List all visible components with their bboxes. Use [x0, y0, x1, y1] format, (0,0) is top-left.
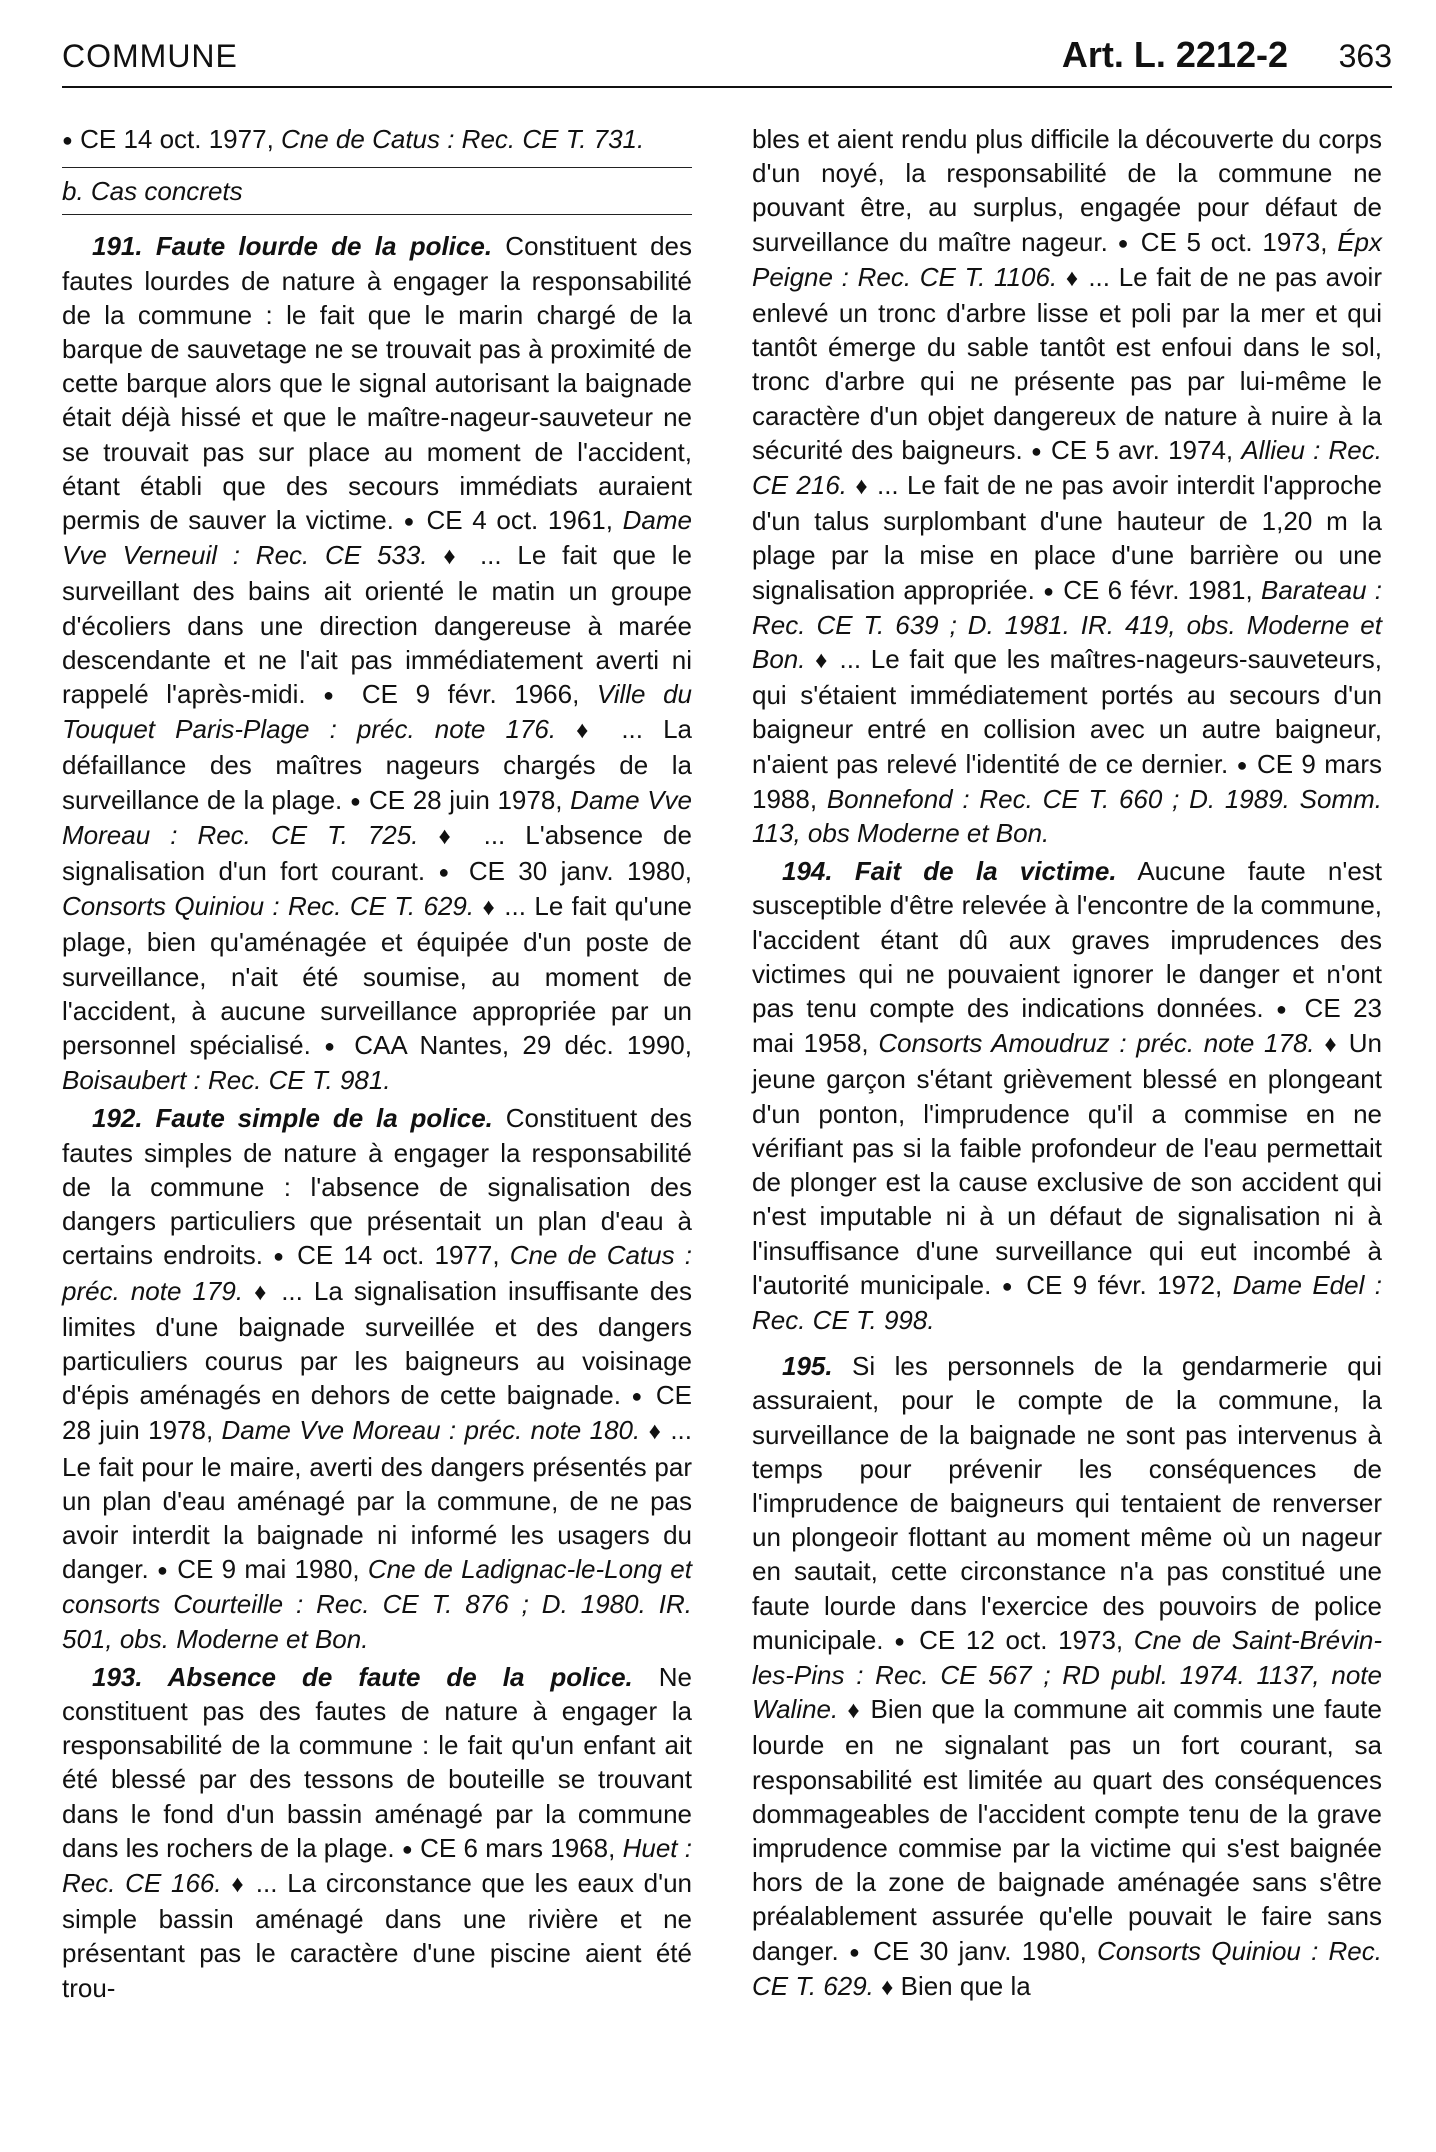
bullet-icon: ● — [349, 790, 362, 811]
right-column — [752, 122, 1382, 2009]
page-number: 363 — [1338, 38, 1392, 74]
bullet-icon: ● — [1117, 232, 1131, 253]
bullet-icon: ● — [631, 1386, 646, 1407]
diamond-icon: ♦ — [438, 822, 464, 850]
paragraph-195: 195. Si les personnels de la gendarmerie qui assuraient, pour le compte de la commune, la surveillance de la baignade ne sont pas intervenus à temps pour prévenir les conséquences de l'imprudence de baigneurs qui tentaient de renverser un plongeoir flottant au moment même où un nageur en sautait, cette circonstance n'a pas constitué une faute lourde dans l'exercice des pouvoirs de police municipale. ● CE 12 oct. 1973, Cne de Saint-Brévin-les-Pins : Rec. CE 567 ; RD publ. 1974. 1137, note Waline. ♦ Bien que la commune ait commis une faute lourde en ne signalant pas un fort courant, sa responsabilité est limitée au quart des conséquences dommageables de l'accident compte tenu de la grave imprudence commise par la victime qui s'est baignée hors de la zone de baignade aménagée sans s'être préalablement assurée qu'elle pouvait le faire sans danger. ● CE 30 janv. 1980, Consorts Quiniou : Rec. CE T. 629. ♦ Bien que la — [752, 1351, 1383, 2001]
diamond-icon: ♦ — [855, 473, 869, 501]
bullet-icon: ● — [62, 130, 73, 150]
diamond-icon: ♦ — [254, 1278, 271, 1306]
diamond-icon: ♦ — [648, 1418, 662, 1446]
bullet-icon: ● — [894, 1630, 909, 1651]
diamond-icon: ♦ — [482, 894, 496, 922]
bullet-icon: ● — [1236, 754, 1249, 775]
paragraph-heading: 194. Fait de la victime. — [782, 856, 1117, 887]
header-rule — [62, 86, 1392, 88]
bullet-icon: ● — [273, 1246, 287, 1267]
bullet-icon: ● — [1276, 999, 1293, 1020]
bullet-icon: ● — [157, 1560, 169, 1581]
page-header — [62, 30, 1392, 80]
bullet-icon: ● — [1001, 1275, 1016, 1296]
diamond-icon: ♦ — [1065, 264, 1080, 292]
article-reference: Art. L. 2212-2 — [1061, 34, 1288, 75]
diamond-icon: ♦ — [815, 647, 830, 675]
bullet-icon: ● — [848, 1941, 863, 1962]
bullet-icon: ● — [403, 511, 417, 532]
bullet-icon: ● — [1043, 580, 1055, 601]
diamond-icon: ♦ — [443, 543, 465, 571]
bullet-icon: ● — [1030, 440, 1043, 461]
paragraph-192: 192. Faute simple de la police. Constituent des fautes simples de nature à engager la responsabilité de la commune : l'absence de signalisation des dangers particuliers que présentait un plan d'eau à certains endroits. ● CE 14 oct. 1977, Cne de Catus : préc. note 179. ♦ ... La signalisation insuffisante des limites d'une baignade surveillée et des dangers particuliers courus par les baigneurs au voisinage d'épis aménagés en dehors de cette baignade. ● CE 28 juin 1978, Dame Vve Moreau : préc. note 180. ♦ ... Le fait pour le maire, averti des dangers présentés par un plan d'eau aménagé par la commune, de ne pas avoir interdit la baignade ni informé les usagers du danger. ● CE 9 mai 1980, Cne de Ladignac-le-Long et consorts Courteille : Rec. CE T. 876 ; D. 1980. IR. 501, obs. Moderne et Bon. — [62, 1103, 693, 1654]
paragraph-heading: 191. Faute lourde de la police. — [92, 231, 493, 262]
paragraph-heading: 192. Faute simple de la police. — [92, 1103, 493, 1134]
intro-citation: ● CE 14 oct. 1977, Cne de Catus : Rec. CE T. 731. — [62, 124, 645, 154]
diamond-icon: ♦ — [231, 1870, 247, 1898]
bullet-icon: ● — [438, 862, 456, 883]
paragraph-193-continued: bles et aient rendu plus difficile la découverte du corps d'un noyé, la responsabilité de la commune ne pouvant être, au surplus, engagée pour défaut de surveillance du maître nageur. ● CE 5 oct. 1973, Épx Peigne : Rec. CE T. 1106. ♦ ... Le fait de ne pas avoir enlevé un tronc d'arbre lisse et poli par la mer et qui tantôt émerge du sable tantôt est enfoui dans le sol, tronc d'arbre qui ne présente pas par lui-même le caractère d'un objet dangereux de nature à nuire à la sécurité des baigneurs. ● CE 5 avr. 1974, Allieu : Rec. CE 216. ♦ ... Le fait de ne pas avoir interdit l'approche d'un talus surplombant d'une hauteur de 1,20 m la plage par la mise en place d'une barrière ou une signalisation appropriée. ● CE 6 févr. 1981, Barateau : Rec. CE T. 639 ; D. 1981. IR. 419, obs. Moderne et Bon. ♦ ... Le fait que les maîtres-nageurs-sauveteurs, qui s'étaient immédiatement portés au secours d'un baigneur entré en collision avec un autre baigneur, n'aient pas relevé l'identité de ce dernier. ● CE 9 mars 1988, Bonnefond : Rec. CE T. 660 ; D. 1989. Somm. 113, obs Moderne et Bon. — [752, 124, 1382, 849]
left-column — [62, 122, 692, 2009]
section-subheading: b. Cas concrets — [62, 176, 243, 207]
bullet-icon: ● — [401, 1838, 413, 1859]
bullet-icon: ● — [323, 685, 345, 706]
paragraph-194: 194. Fait de la victime. Aucune faute n'est susceptible d'être relevée à l'encontre de la commune, l'accident étant dû aux graves imprudences des victimes qui ne pouvaient ignorer le danger et n'ont pas tenu compte des indications données. ● CE 23 mai 1958, Consorts Amoudruz : préc. note 178. ♦ Un jeune garçon s'étant grièvement blessé en plongeant d'un ponton, l'imprudence qu'il a commise en ne vérifiant pas si la faible profondeur de l'eau permettait de plonger est la cause exclusive de son accident qui n'est imputable ni à un défaut de signalisation ni à l'insuffisance d'une surveillance qui eut incombé à l'autorité municipale. ● CE 9 févr. 1972, Dame Edel : Rec. CE T. 998. — [752, 856, 1383, 1335]
section-rule — [62, 214, 692, 215]
diamond-icon: ♦ — [1324, 1031, 1340, 1059]
paragraph-193: 193. Absence de faute de la police. Ne constituent pas des fautes de nature à engager la responsabilité de la commune : le fait qu'un enfant ait été blessé par des tessons de bouteille se trouvant dans le fond d'un bassin aménagé par la commune dans les rochers de la plage. ● CE 6 mars 1968, Huet : Rec. CE 166. ♦ ... La circonstance que les eaux d'un simple bassin aménagé dans une rivière et ne présentant pas le caractère d'une piscine aient été trou- — [62, 1661, 693, 2003]
diamond-icon: ♦ — [847, 1697, 862, 1725]
bullet-icon: ● — [324, 1036, 341, 1057]
paragraph-heading: 195. — [782, 1351, 833, 1382]
running-head: COMMUNE — [62, 38, 238, 74]
section-rule — [62, 167, 692, 168]
paragraph-191: 191. Faute lourde de la police. Constituent des fautes lourdes de nature à engager la responsabilité de la commune : le fait que le marin chargé de la barque de sauvetage ne se trouvait pas à proximité de cette barque alors que le signal autorisant la baignade était déjà hissé et que le maître-nageur-sauveteur ne se trouvait pas sur place au moment de l'accident, étant établi que des secours immédiats auraient permis de sauver la victime. ● CE 4 oct. 1961, Dame Vve Verneuil : Rec. CE 533. ♦ ... Le fait que le surveillant des bains ait orienté le matin un groupe d'écoliers dans une direction dangereuse à marée descendante et ne l'ait pas immédiatement averti ni rappelé l'après-midi. ● CE 9 févr. 1966, Ville du Touquet Paris-Plage : préc. note 176. ♦ ... La défaillance des maîtres nageurs chargés de la surveillance de la plage. ● CE 28 juin 1978, Dame Vve Moreau : Rec. CE T. 725. ♦ ... L'absence de signalisation d'un fort courant. ● CE 30 janv. 1980, Consorts Quiniou : Rec. CE T. 629. ♦ ... Le fait qu'une plage, bien qu'aménagée et équipée d'un poste de surveillance, n'ait été soumise, au moment de l'accident, à aucune surveillance appropriée par un personnel spécialisé. ● CAA Nantes, 29 déc. 1990, Boisaubert : Rec. CE T. 981. — [62, 231, 693, 1096]
diamond-icon: ♦ — [576, 717, 602, 745]
paragraph-heading: 193. Absence de faute de la police. — [92, 1661, 633, 1692]
diamond-icon: ♦ — [881, 1973, 894, 2001]
